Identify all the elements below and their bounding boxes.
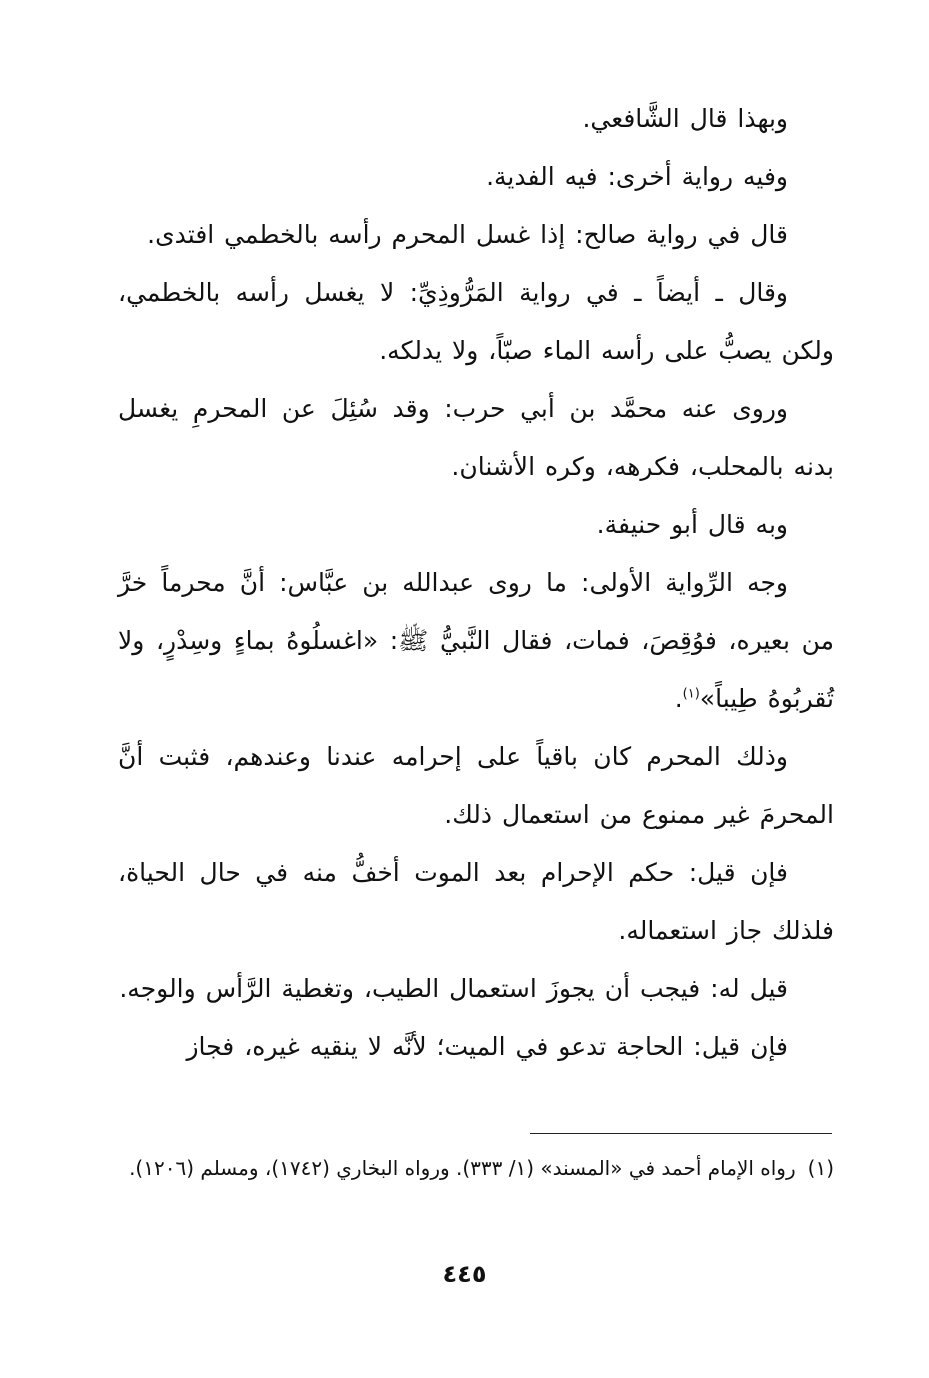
- footnote-text: رواه الإمام أحمد في «المسند» (١/ ٣٣٣). ورواه البخاري (١٧٤٢)، ومسلم (١٢٠٦).: [129, 1156, 796, 1180]
- paragraph-text: وجه الرِّواية الأولى: ما روى عبدالله بن عبَّاس: أنَّ محرماً خرَّ من بعيره، فوُقِصَ، فمات، فقال النَّبيُّ ﷺ: «اغسلُوهُ بماءٍ وسِدْرٍ، ولا تُقربُوهُ طِيباً»: [118, 568, 834, 713]
- paragraph: وبهذا قال الشَّافعي.: [582, 104, 788, 133]
- paragraph: وروى عنه محمَّد بن أبي حرب: وقد سُئِلَ عن المحرمِ يغسل بدنه بالمحلب، فكرهه، وكره الأشنان.: [118, 394, 834, 481]
- paragraph: وبه قال أبو حنيفة.: [596, 510, 788, 539]
- paragraph: قيل له: فيجب أن يجوزَ استعمال الطيب، وتغطية الرَّأس والوجه.: [119, 974, 788, 1003]
- paragraph: فإن قيل: حكم الإحرام بعد الموت أخفُّ منه في حال الحياة، فلذلك جاز استعماله.: [118, 858, 834, 945]
- paragraph: وقال ـ أيضاً ـ في رواية المَرُّوذِيِّ: لا يغسل رأسه بالخطمي، ولكن يصبُّ على رأسه الماء صبّاً، ولا يدلكه.: [118, 278, 834, 365]
- footnote: [118, 1144, 834, 1192]
- paragraph: وفيه رواية أخرى: فيه الفدية.: [486, 162, 788, 191]
- paragraph: قال في رواية صالح: إذا غسل المحرم رأسه بالخطمي افتدى.: [147, 220, 788, 249]
- paragraph: وذلك المحرم كان باقياً على إحرامه عندنا وعندهم، فثبت أنَّ المحرمَ غير ممنوع من استعمال ذلك.: [118, 742, 834, 829]
- paragraph-end-punctuation: .: [674, 684, 683, 713]
- footnote-reference[interactable]: (١): [682, 686, 700, 702]
- paragraph-with-footnote-ref: [118, 554, 834, 728]
- paragraph: فإن قيل: الحاجة تدعو في الميت؛ لأنَّه لا ينقيه غيره، فجاز: [186, 1032, 788, 1061]
- footnote-number: (١): [807, 1156, 834, 1180]
- footnotes: [118, 1144, 834, 1192]
- main-text: [118, 90, 834, 1076]
- footnote-separator: [530, 1133, 832, 1134]
- page-number: ٤٤٥: [442, 1260, 487, 1288]
